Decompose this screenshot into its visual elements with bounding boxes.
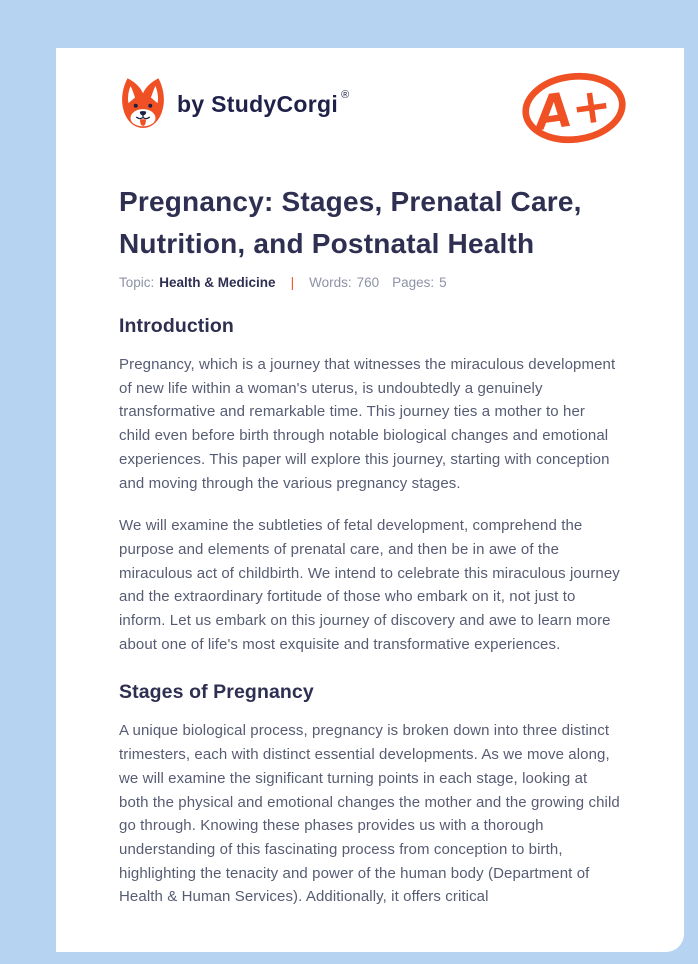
- corgi-icon: [119, 75, 167, 133]
- section-heading-stages: Stages of Pregnancy: [119, 681, 314, 704]
- topic-label: Topic:: [119, 275, 155, 290]
- pages-label: Pages:: [392, 275, 435, 290]
- meta-separator: |: [290, 275, 295, 290]
- paragraph-stages-1: A unique biological process, pregnancy is broken down into three distinct trimesters, each with distinct essential developments. As we move along, we will examine the significant turning points in each stage, looking at both the physical and emotional changes the mother and the growing child go through. Knowing these phases provides us with a thorough understanding of this fascinating process from conception to birth, highlighting the tenacity and power of the human body (Department of Health & Human Services). Additionally, it offers critical: [119, 722, 620, 906]
- meta-row: [119, 275, 620, 290]
- a-plus-text: A+: [531, 77, 616, 143]
- paragraph-intro-2: We will examine the subtleties of fetal development, comprehend the purpose and elements of prenatal care, and then be in awe of the miraculous act of childbirth. We intend to celebrate this miraculous journey and the extraordinary fortitude of those who embark on it, not just to inform. Let us embark on this journey of discovery and awe to learn more about one of life's most exquisite and transformative experiences.: [119, 517, 620, 653]
- a-plus-badge-icon: [518, 69, 630, 147]
- studycorgi-logo[interactable]: [119, 75, 349, 133]
- page-title: Pregnancy: Stages, Prenatal Care, Nutrition, and Postnatal Health: [119, 186, 582, 259]
- paragraph-intro-1: Pregnancy, which is a journey that witnesses the miraculous development of new life within a woman's uterus, is undoubtedly a genuinely transformative and remarkable time. This journey ties a mother to her child even before birth through notable biological changes and emotional experiences. This paper will explore this journey, starting with conception and moving through the various pregnancy stages.: [119, 356, 616, 492]
- header: [119, 75, 620, 143]
- section-heading-introduction: Introduction: [119, 315, 234, 337]
- words-label: Words:: [309, 275, 352, 290]
- topic-value[interactable]: Health & Medicine: [159, 275, 276, 290]
- brand-name: by StudyCorgi: [177, 90, 339, 117]
- registered-trademark: ®: [341, 89, 350, 101]
- words-value: 760: [356, 275, 380, 290]
- pages-value: 5: [439, 275, 447, 290]
- document-card: [56, 48, 684, 952]
